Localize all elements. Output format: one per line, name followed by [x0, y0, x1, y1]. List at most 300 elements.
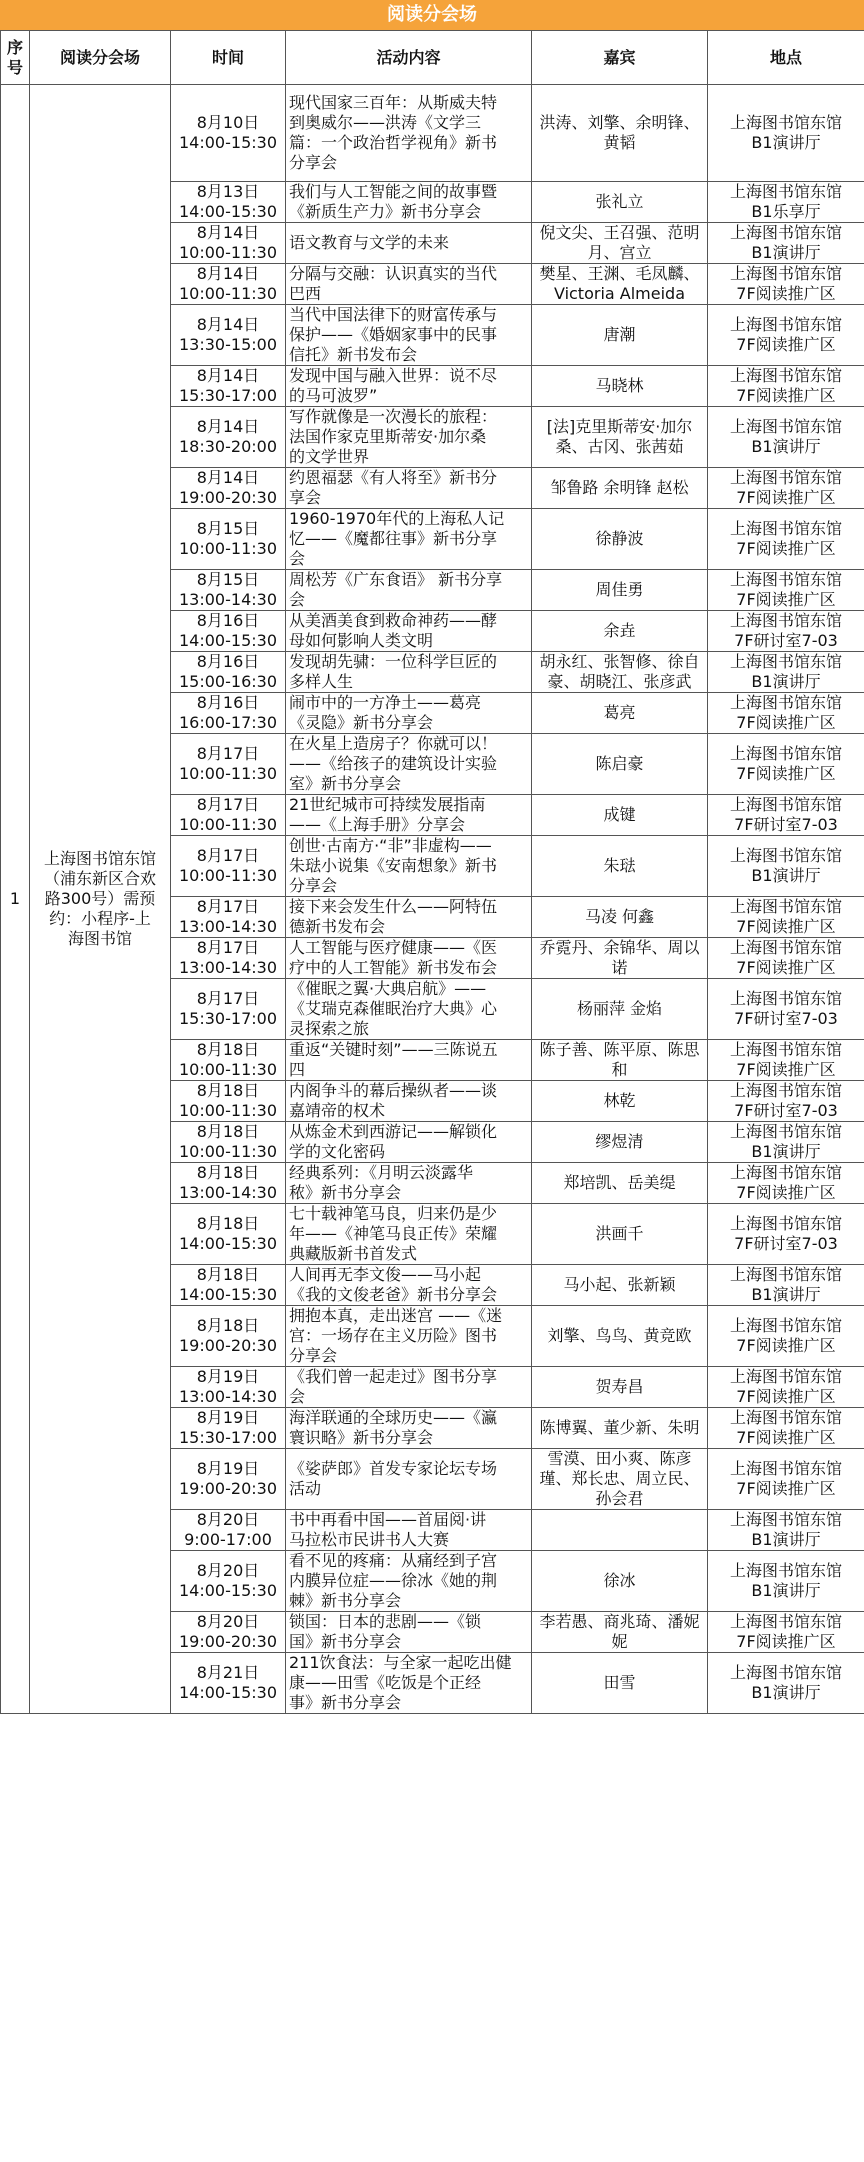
- cell-line: 19:00-20:30: [179, 488, 277, 507]
- cell-line: 上海图书馆东馆: [729, 795, 842, 814]
- cell-line: 在火星上造房子？你就可以！: [289, 734, 498, 753]
- cell-line: 上海图书馆东馆: [729, 1163, 842, 1182]
- cell-line: 上海图书馆东馆: [729, 1561, 842, 1580]
- cell-line: 7F研讨室7-03: [734, 1101, 838, 1120]
- cell-line: 忆——《魔都往事》新书分享: [289, 529, 498, 548]
- cell-line: 上海图书馆东馆: [729, 744, 842, 763]
- cell-line: 上海图书馆东馆: [729, 652, 842, 671]
- time-cell: [171, 264, 286, 305]
- cell-line: 事》新书分享会: [289, 1693, 402, 1712]
- cell-line: 上海图书馆东馆: [729, 223, 842, 242]
- cell-line: 分享会: [289, 153, 338, 172]
- cell-line: 上海图书馆东馆: [729, 1265, 842, 1284]
- cell-line: 上海图书馆东馆: [729, 113, 842, 132]
- topic-cell: [286, 734, 532, 795]
- cell-line: 语文教育与文学的未来: [289, 233, 450, 252]
- cell-line: 8月21日: [196, 1663, 260, 1682]
- topic-cell: [286, 652, 532, 693]
- cell-line: 上海图书馆东馆: [729, 1510, 842, 1529]
- cell-line: 8月18日: [196, 1316, 260, 1335]
- cell-line: 上海图书馆东馆: [729, 417, 842, 436]
- cell-line: 篇：一个政治哲学视角》新书: [289, 133, 498, 152]
- guest-cell: [532, 509, 708, 570]
- cell-line: 到奥威尔——洪涛《文学三: [289, 113, 482, 132]
- cell-line: 8月14日: [196, 417, 260, 436]
- cell-line: 8月18日: [196, 1214, 260, 1233]
- guest-cell: [532, 1510, 708, 1551]
- cell-line: 巴西: [289, 284, 322, 303]
- page-title: 阅读分会场: [0, 0, 864, 30]
- cell-line: 上海图书馆东馆: [729, 897, 842, 916]
- cell-line: 缪煜清: [595, 1132, 644, 1151]
- topic-cell: [286, 182, 532, 223]
- topic-cell: [286, 366, 532, 407]
- guest-cell: [532, 85, 708, 182]
- place-cell: [708, 468, 864, 509]
- place-cell: [708, 611, 864, 652]
- cell-line: 上海图书馆东馆: [729, 846, 842, 865]
- place-cell: [708, 1122, 864, 1163]
- guest-cell: [532, 1040, 708, 1081]
- cell-line: 7F阅读推广区: [736, 488, 836, 507]
- cell-line: 田雪: [603, 1673, 636, 1692]
- cell-line: 四: [289, 1060, 306, 1079]
- time-cell: [171, 836, 286, 897]
- time-cell: [171, 1408, 286, 1449]
- cell-line: 马晓林: [595, 376, 644, 395]
- cell-line: 7F阅读推广区: [736, 764, 836, 783]
- place-cell: [708, 1040, 864, 1081]
- cell-line: B1演讲厅: [751, 243, 821, 262]
- cell-line: B1演讲厅: [751, 1530, 821, 1549]
- cell-line: 会: [289, 590, 306, 609]
- cell-line: B1乐享厅: [751, 202, 821, 221]
- time-cell: [171, 366, 286, 407]
- cell-line: 《新质生产力》新书分享会: [289, 202, 482, 221]
- cell-line: 10:00-11:30: [179, 866, 277, 885]
- cell-line: 林乾: [603, 1091, 636, 1110]
- cell-line: 妮: [611, 1632, 628, 1651]
- header-row: [1, 31, 864, 85]
- time-cell: [171, 693, 286, 734]
- place-cell: [708, 305, 864, 366]
- place-cell: [708, 938, 864, 979]
- cell-line: 10:00-11:30: [179, 284, 277, 303]
- cell-line: 李若愚、商兆琦、潘妮: [539, 1612, 700, 1631]
- topic-cell: [286, 938, 532, 979]
- cell-line: 上海图书馆东馆: [729, 989, 842, 1008]
- cell-line: 16:00-17:30: [179, 713, 277, 732]
- guest-cell: [532, 1449, 708, 1510]
- cell-line: 上海图书馆东馆: [729, 1459, 842, 1478]
- cell-line: 8月16日: [196, 652, 260, 671]
- place-cell: [708, 1449, 864, 1510]
- cell-line: 8月18日: [196, 1040, 260, 1059]
- cell-line: 发现胡先骕：一位科学巨匠的: [289, 652, 498, 671]
- place-cell: [708, 734, 864, 795]
- cell-line: 10:00-11:30: [179, 539, 277, 558]
- cell-line: 人工智能与医疗健康——《医: [289, 938, 498, 957]
- cell-line: 陈启豪: [595, 754, 644, 773]
- cell-line: 疗中的人工智能》新书发布会: [289, 958, 498, 977]
- cell-line: 约：小程序-上: [49, 909, 151, 928]
- place-cell: [708, 509, 864, 570]
- cell-line: 8月17日: [196, 795, 260, 814]
- cell-line: 13:00-14:30: [179, 1183, 277, 1202]
- time-cell: [171, 1306, 286, 1367]
- topic-cell: [286, 1653, 532, 1714]
- cell-line: 洪画千: [595, 1224, 644, 1243]
- cell-line: 陈博翼、董少新、朱明: [539, 1418, 700, 1437]
- time-cell: [171, 1653, 286, 1714]
- guest-cell: [532, 1081, 708, 1122]
- cell-line: 7F阅读推广区: [736, 386, 836, 405]
- topic-cell: [286, 1040, 532, 1081]
- cell-line: 14:00-15:30: [179, 1285, 277, 1304]
- cell-line: B1演讲厅: [751, 1581, 821, 1600]
- cell-line: 19:00-20:30: [179, 1479, 277, 1498]
- guest-cell: [532, 1306, 708, 1367]
- cell-line: 从美酒美食到救命神药——酵: [289, 611, 498, 630]
- cell-line: 9:00-17:00: [184, 1530, 272, 1549]
- guest-cell: [532, 1163, 708, 1204]
- cell-line: 马小起、张新颖: [563, 1275, 676, 1294]
- cell-line: 7F阅读推广区: [736, 539, 836, 558]
- table-row: [1, 85, 864, 182]
- time-cell: [171, 509, 286, 570]
- cell-line: 信托》新书发布会: [289, 345, 418, 364]
- place-cell: [708, 223, 864, 264]
- cell-line: 的文学世界: [289, 447, 370, 466]
- time-cell: [171, 1449, 286, 1510]
- topic-cell: [286, 468, 532, 509]
- cell-line: 刘擎、鸟鸟、黄竞欧: [547, 1326, 692, 1345]
- cell-line: [法]克里斯蒂安·加尔: [546, 417, 693, 436]
- cell-line: 21世纪城市可持续发展指南: [289, 795, 486, 814]
- guest-cell: [532, 734, 708, 795]
- place-cell: [708, 407, 864, 468]
- cell-line: 马拉松市民讲书人大赛: [289, 1530, 450, 1549]
- place-cell: [708, 652, 864, 693]
- cell-line: 上海图书馆东馆: [729, 182, 842, 201]
- cell-line: 211饮食法：与全家一起吃出健: [289, 1653, 512, 1672]
- cell-line: 10:00-11:30: [179, 1101, 277, 1120]
- cell-line: 7F阅读推广区: [736, 1336, 836, 1355]
- topic-cell: [286, 1367, 532, 1408]
- cell-line: （浦东新区合欢: [43, 869, 156, 888]
- cell-line: 学的文化密码: [289, 1142, 386, 1161]
- cell-line: 8月17日: [196, 989, 260, 1008]
- cell-line: 内膜异位症——徐冰《她的荆: [289, 1571, 498, 1590]
- cell-line: 徐静波: [595, 529, 644, 548]
- cell-line: 7F阅读推广区: [736, 958, 836, 977]
- time-cell: [171, 938, 286, 979]
- cell-line: 路300号）需预: [44, 889, 156, 908]
- cell-line: 8月14日: [196, 366, 260, 385]
- cell-line: 多样人生: [289, 672, 354, 691]
- place-cell: [708, 182, 864, 223]
- time-cell: [171, 570, 286, 611]
- cell-line: 上海图书馆东馆: [729, 1214, 842, 1233]
- cell-line: 创世·古南方·“非”非虚构——: [289, 836, 492, 855]
- cell-line: 月、宫立: [587, 243, 652, 262]
- cell-line: 8月17日: [196, 938, 260, 957]
- cell-line: 8月15日: [196, 570, 260, 589]
- cell-line: 朱琺小说集《安南想象》新书: [289, 856, 498, 875]
- cell-line: 张礼立: [595, 192, 644, 211]
- topic-cell: [286, 1449, 532, 1510]
- cell-line: 约恩福瑟《有人将至》新书分: [289, 468, 498, 487]
- topic-cell: [286, 85, 532, 182]
- cell-line: 乔霓丹、余锦华、周以: [539, 938, 700, 957]
- cell-line: 8月13日: [196, 182, 260, 201]
- place-cell: [708, 264, 864, 305]
- cell-line: ——《给孩子的建筑设计实验: [289, 754, 498, 773]
- cell-line: 拥抱本真，走出迷宫 ——《迷: [289, 1306, 503, 1325]
- place-cell: [708, 897, 864, 938]
- cell-line: 19:00-20:30: [179, 1632, 277, 1651]
- cell-line: 秾》新书分享会: [289, 1183, 402, 1202]
- cell-line: 典藏版新书首发式: [289, 1244, 418, 1263]
- cell-line: 朱琺: [603, 856, 636, 875]
- topic-cell: [286, 1204, 532, 1265]
- header-place: 地点: [708, 31, 864, 85]
- place-cell: [708, 795, 864, 836]
- cell-line: 14:00-15:30: [179, 1683, 277, 1702]
- cell-line: 8月14日: [196, 315, 260, 334]
- cell-line: 上海图书馆东馆: [729, 1367, 842, 1386]
- cell-line: 《娑萨郎》首发专家论坛专场: [289, 1459, 498, 1478]
- cell-line: 的马可波罗”: [289, 386, 378, 405]
- guest-cell: [532, 1265, 708, 1306]
- topic-cell: [286, 611, 532, 652]
- cell-line: 嘉靖帝的权术: [289, 1101, 386, 1120]
- cell-line: 桑、古冈、张茜茹: [555, 437, 684, 456]
- cell-line: B1演讲厅: [751, 1142, 821, 1161]
- cell-line: B1演讲厅: [751, 1285, 821, 1304]
- cell-line: 8月16日: [196, 611, 260, 630]
- time-cell: [171, 1367, 286, 1408]
- cell-line: 7F研讨室7-03: [734, 1009, 838, 1028]
- time-cell: [171, 223, 286, 264]
- guest-cell: [532, 611, 708, 652]
- cell-line: 母如何影响人类文明: [289, 631, 434, 650]
- cell-line: 7F阅读推广区: [736, 1479, 836, 1498]
- cell-line: 8月19日: [196, 1408, 260, 1427]
- guest-cell: [532, 836, 708, 897]
- cell-line: 《我的文俊老爸》新书分享会: [289, 1285, 498, 1304]
- cell-line: 贺寿昌: [595, 1377, 644, 1396]
- cell-line: 8月18日: [196, 1081, 260, 1100]
- cell-line: 上海图书馆东馆: [729, 693, 842, 712]
- cell-line: 内阁争斗的幕后操纵者——谈: [289, 1081, 498, 1100]
- cell-line: 徐冰: [603, 1571, 636, 1590]
- cell-line: 8月20日: [196, 1612, 260, 1631]
- guest-cell: [532, 366, 708, 407]
- cell-line: 上海图书馆东馆: [729, 1612, 842, 1631]
- time-cell: [171, 1265, 286, 1306]
- cell-line: 活动: [289, 1479, 322, 1498]
- cell-line: 发现中国与融入世界：说不尽: [289, 366, 498, 385]
- guest-cell: [532, 1551, 708, 1612]
- cell-line: 唐潮: [603, 325, 636, 344]
- cell-line: 马凌 何鑫: [584, 907, 655, 926]
- cell-line: 会: [289, 549, 306, 568]
- guest-cell: [532, 182, 708, 223]
- topic-cell: [286, 836, 532, 897]
- place-cell: [708, 366, 864, 407]
- cell-line: 上海图书馆东馆: [729, 264, 842, 283]
- cell-line: 8月20日: [196, 1510, 260, 1529]
- cell-line: 7F研讨室7-03: [734, 815, 838, 834]
- place-cell: [708, 1204, 864, 1265]
- guest-cell: [532, 652, 708, 693]
- cell-line: 7F阅读推广区: [736, 335, 836, 354]
- time-cell: [171, 795, 286, 836]
- place-cell: [708, 570, 864, 611]
- cell-line: 保护——《婚姻家事中的民事: [289, 325, 498, 344]
- cell-line: 上海图书馆东馆: [729, 315, 842, 334]
- cell-line: 7F阅读推广区: [736, 1428, 836, 1447]
- cell-line: 8月16日: [196, 693, 260, 712]
- cell-line: 8月18日: [196, 1122, 260, 1141]
- cell-line: 13:00-14:30: [179, 917, 277, 936]
- cell-line: 洪涛、刘擎、余明锋、: [539, 113, 700, 132]
- topic-cell: [286, 1081, 532, 1122]
- cell-line: 15:00-16:30: [179, 672, 277, 691]
- topic-cell: [286, 509, 532, 570]
- cell-line: 分隔与交融：认识真实的当代: [289, 264, 498, 283]
- place-cell: [708, 1265, 864, 1306]
- guest-cell: [532, 693, 708, 734]
- guest-cell: [532, 1122, 708, 1163]
- cell-line: 《艾瑞克森催眠治疗大典》心: [289, 999, 498, 1018]
- place-cell: [708, 1408, 864, 1449]
- cell-line: 葛亮: [603, 703, 636, 722]
- cell-line: 当代中国法律下的财富传承与: [289, 305, 498, 324]
- cell-line: 闹市中的一方净土——葛亮: [289, 693, 482, 712]
- cell-line: B1演讲厅: [751, 437, 821, 456]
- place-cell: [708, 1612, 864, 1653]
- guest-cell: [532, 1612, 708, 1653]
- cell-line: 灵探索之旅: [289, 1019, 370, 1038]
- cell-line: B1演讲厅: [751, 672, 821, 691]
- cell-line: 7F阅读推广区: [736, 1632, 836, 1651]
- topic-cell: [286, 264, 532, 305]
- header-venue: 阅读分会场: [30, 31, 171, 85]
- cell-line: 8月17日: [196, 897, 260, 916]
- time-cell: [171, 85, 286, 182]
- cell-line: 13:30-15:00: [179, 335, 277, 354]
- guest-cell: [532, 1653, 708, 1714]
- cell-line: 海洋联通的全球历史——《瀛: [289, 1408, 498, 1427]
- cell-line: 7F阅读推广区: [736, 284, 836, 303]
- guest-cell: [532, 570, 708, 611]
- cell-line: Victoria Almeida: [553, 284, 686, 303]
- seq-cell: 1: [1, 85, 30, 1714]
- cell-line: 上海图书馆东馆: [729, 1081, 842, 1100]
- place-cell: [708, 1653, 864, 1714]
- cell-line: 13:00-14:30: [179, 1387, 277, 1406]
- cell-line: 上海图书馆东馆: [729, 1122, 842, 1141]
- topic-cell: [286, 1612, 532, 1653]
- guest-cell: [532, 979, 708, 1040]
- topic-cell: [286, 570, 532, 611]
- cell-line: 胡永红、张智修、徐自: [539, 652, 700, 671]
- cell-line: 上海图书馆东馆: [729, 1040, 842, 1059]
- cell-line: 8月18日: [196, 1265, 260, 1284]
- cell-line: 和: [611, 1060, 628, 1079]
- topic-cell: [286, 1510, 532, 1551]
- cell-line: 写作就像是一次漫长的旅程：: [289, 407, 498, 426]
- cell-line: 郑培凯、岳美缇: [563, 1173, 676, 1192]
- topic-cell: [286, 1408, 532, 1449]
- cell-line: 上海图书馆东馆: [729, 366, 842, 385]
- place-cell: [708, 979, 864, 1040]
- cell-line: 我们与人工智能之间的故事暨: [289, 182, 498, 201]
- cell-line: 8月18日: [196, 1163, 260, 1182]
- header-topic: 活动内容: [286, 31, 532, 85]
- cell-line: 上海图书馆东馆: [729, 938, 842, 957]
- guest-cell: [532, 1204, 708, 1265]
- time-cell: [171, 1612, 286, 1653]
- time-cell: [171, 1163, 286, 1204]
- topic-cell: [286, 693, 532, 734]
- guest-cell: [532, 407, 708, 468]
- guest-cell: [532, 1408, 708, 1449]
- cell-line: 7F阅读推广区: [736, 713, 836, 732]
- cell-line: 10:00-11:30: [179, 1142, 277, 1161]
- time-cell: [171, 1122, 286, 1163]
- cell-line: 上海图书馆东馆: [729, 611, 842, 630]
- topic-cell: [286, 795, 532, 836]
- cell-line: 8月14日: [196, 264, 260, 283]
- place-cell: [708, 1081, 864, 1122]
- header-time: 时间: [171, 31, 286, 85]
- cell-line: B1演讲厅: [751, 133, 821, 152]
- schedule-table: [0, 30, 864, 1714]
- cell-line: 《催眠之翼·大典启航》——: [289, 979, 487, 998]
- cell-line: 1960-1970年代的上海私人记: [289, 509, 505, 528]
- cell-line: 看不见的疼痛：从痛经到子宫: [289, 1551, 498, 1570]
- topic-cell: [286, 305, 532, 366]
- cell-line: 邹鲁路 余明锋 赵松: [550, 478, 689, 497]
- cell-line: 8月17日: [196, 846, 260, 865]
- cell-line: 10:00-11:30: [179, 764, 277, 783]
- cell-line: 法国作家克里斯蒂安·加尔桑: [289, 427, 487, 446]
- cell-line: 上海图书馆东馆: [729, 1408, 842, 1427]
- cell-line: 8月19日: [196, 1367, 260, 1386]
- cell-line: 倪文尖、王召强、范明: [539, 223, 700, 242]
- cell-line: 10:00-11:30: [179, 1060, 277, 1079]
- cell-line: 国》新书分享会: [289, 1632, 402, 1651]
- cell-line: 7F阅读推广区: [736, 1060, 836, 1079]
- cell-line: 18:30-20:00: [179, 437, 277, 456]
- topic-cell: [286, 897, 532, 938]
- cell-line: 上海图书馆东馆: [729, 468, 842, 487]
- topic-cell: [286, 979, 532, 1040]
- cell-line: 康——田雪《吃饭是个正经: [289, 1673, 482, 1692]
- cell-line: 7F阅读推广区: [736, 917, 836, 936]
- cell-line: 宫：一场存在主义历险》图书: [289, 1326, 498, 1345]
- cell-line: 现代国家三百年：从斯威夫特: [289, 93, 498, 112]
- guest-cell: [532, 938, 708, 979]
- cell-line: 上海图书馆东馆: [729, 570, 842, 589]
- cell-line: 14:00-15:30: [179, 631, 277, 650]
- time-cell: [171, 182, 286, 223]
- cell-line: 上海图书馆东馆: [43, 849, 156, 868]
- time-cell: [171, 1510, 286, 1551]
